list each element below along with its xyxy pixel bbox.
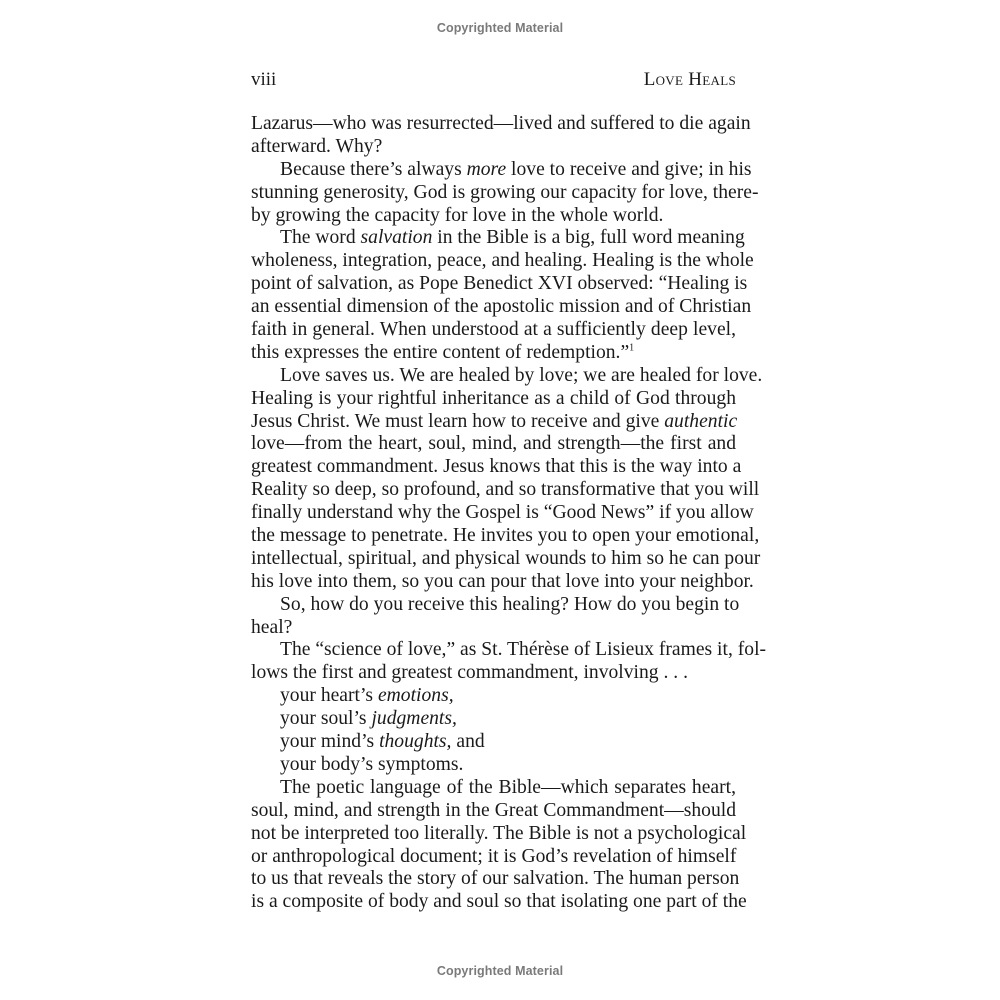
verse-line: [251, 708, 736, 731]
text-segment: intellectual, spiritual, and physical wounds to him so he can pour: [251, 547, 761, 569]
text-segment: the message to penetrate. He invites you to open your emotional,: [251, 525, 760, 547]
text-line: [251, 388, 736, 411]
text-segment: to us that reveals the story of our salvation. The human person: [251, 868, 740, 890]
text-segment: in the Bible is a big, full word meaning: [432, 227, 745, 249]
text-line: [251, 639, 767, 662]
text-line: [251, 617, 736, 640]
text-segment: heal?: [251, 616, 293, 638]
text-line: [251, 136, 736, 159]
text-line: [251, 662, 736, 685]
text-line: [251, 547, 761, 571]
text-line: [251, 891, 747, 914]
text-line: [251, 273, 748, 296]
text-line: [251, 113, 751, 136]
text-segment: So, how do you receive this healing? How do you begin to: [280, 593, 740, 615]
text-line: [251, 205, 736, 228]
copyright-watermark-top: Copyrighted Material: [436, 21, 564, 35]
emphasis: authentic: [664, 410, 738, 432]
text-segment: Healing is your rightful inheritance as a child of God through: [251, 387, 736, 409]
body-text: [251, 113, 767, 914]
emphasis: judgments,: [371, 708, 457, 730]
text-segment: wholeness, integration, peace, and healing. Healing is the whole: [251, 250, 754, 272]
verse-line: [251, 685, 736, 708]
copyright-watermark-bottom: Copyrighted Material: [436, 964, 564, 978]
text-line: [251, 319, 736, 342]
text-line: [251, 822, 747, 846]
emphasis: emotions,: [377, 685, 454, 707]
text-line: [251, 342, 736, 365]
text-segment: not be interpreted too literally. The Bible is not a psychological: [251, 822, 747, 844]
text-line: [251, 525, 760, 548]
text-line: [251, 777, 736, 800]
text-segment: The “science of love,” as St. Thérèse of Lisieux frames it, fol-: [280, 639, 767, 661]
text-segment: faith in general. When understood at a sufficiently deep level,: [251, 319, 736, 341]
text-segment: and: [451, 731, 485, 753]
text-line: [251, 364, 763, 388]
text-line: [251, 181, 759, 205]
text-segment: Jesus Christ. We must learn how to receive and give: [251, 410, 665, 432]
text-line: [251, 846, 736, 869]
text-segment: love to receive and give; in his: [506, 158, 752, 180]
text-segment: point of salvation, as Pope Benedict XVI observed: “Healing is: [251, 273, 748, 295]
text-line: [251, 479, 760, 502]
text-line: [251, 433, 736, 456]
text-line: [251, 456, 742, 479]
text-segment: your soul’s: [280, 708, 372, 730]
text-line: [251, 296, 752, 319]
text-line: [251, 800, 736, 823]
running-head: [251, 68, 736, 92]
text-segment: stunning generosity, God is growing our capacity for love, there-: [251, 181, 759, 203]
text-segment: or anthropological document; it is God’s revelation of himself: [251, 845, 737, 867]
text-line: [251, 868, 740, 891]
text-segment: Lazarus—who was resurrected—lived and suffered to die again: [251, 113, 751, 134]
text-segment: your mind’s: [280, 731, 380, 753]
text-segment: Because there’s always: [280, 158, 467, 180]
text-segment: afterward. Why?: [251, 135, 383, 157]
text-segment: this expresses the entire content of redemption.”: [251, 341, 630, 363]
text-line: [251, 158, 752, 182]
book-title: Love Heals: [643, 69, 736, 90]
text-segment: is a composite of body and soul so that isolating one part of the: [251, 891, 747, 913]
text-segment: your body’s symptoms.: [280, 753, 464, 775]
text-line: [251, 570, 754, 594]
text-segment: an essential dimension of the apostolic mission and of Christian: [251, 296, 752, 318]
text-segment: Reality so deep, so profound, and so transformative that you will: [251, 479, 760, 501]
text-segment: The poetic language of the Bible—which separates heart,: [280, 776, 736, 798]
text-segment: love—from the heart, soul, mind, and strength—the first and: [251, 433, 736, 455]
footnote-marker: 1: [629, 342, 635, 354]
text-line: [251, 250, 754, 273]
text-segment: by growing the capacity for love in the whole world.: [251, 204, 664, 226]
text-segment: his love into them, so you can pour that love into your neighbor.: [251, 570, 754, 592]
text-line: [251, 411, 736, 434]
verse-line: [251, 731, 736, 754]
text-line: [251, 227, 745, 250]
emphasis: salvation: [360, 227, 433, 249]
text-segment: The word: [280, 227, 361, 249]
text-line: [251, 593, 740, 617]
text-segment: finally understand why the Gospel is “Good News” if you allow: [251, 502, 754, 524]
text-line: [251, 502, 754, 525]
text-segment: lows the first and greatest commandment, involving . . .: [251, 662, 688, 684]
verse-line: [251, 754, 736, 777]
text-segment: greatest commandment. Jesus knows that this is the way into a: [251, 456, 742, 478]
emphasis: thoughts,: [379, 731, 452, 753]
text-segment: soul, mind, and strength in the Great Commandment—should: [251, 799, 736, 821]
emphasis: more: [466, 158, 507, 180]
page-number: viii: [251, 69, 277, 90]
text-segment: your heart’s: [280, 685, 378, 707]
text-segment: Love saves us. We are healed by love; we are healed for love.: [280, 364, 763, 386]
